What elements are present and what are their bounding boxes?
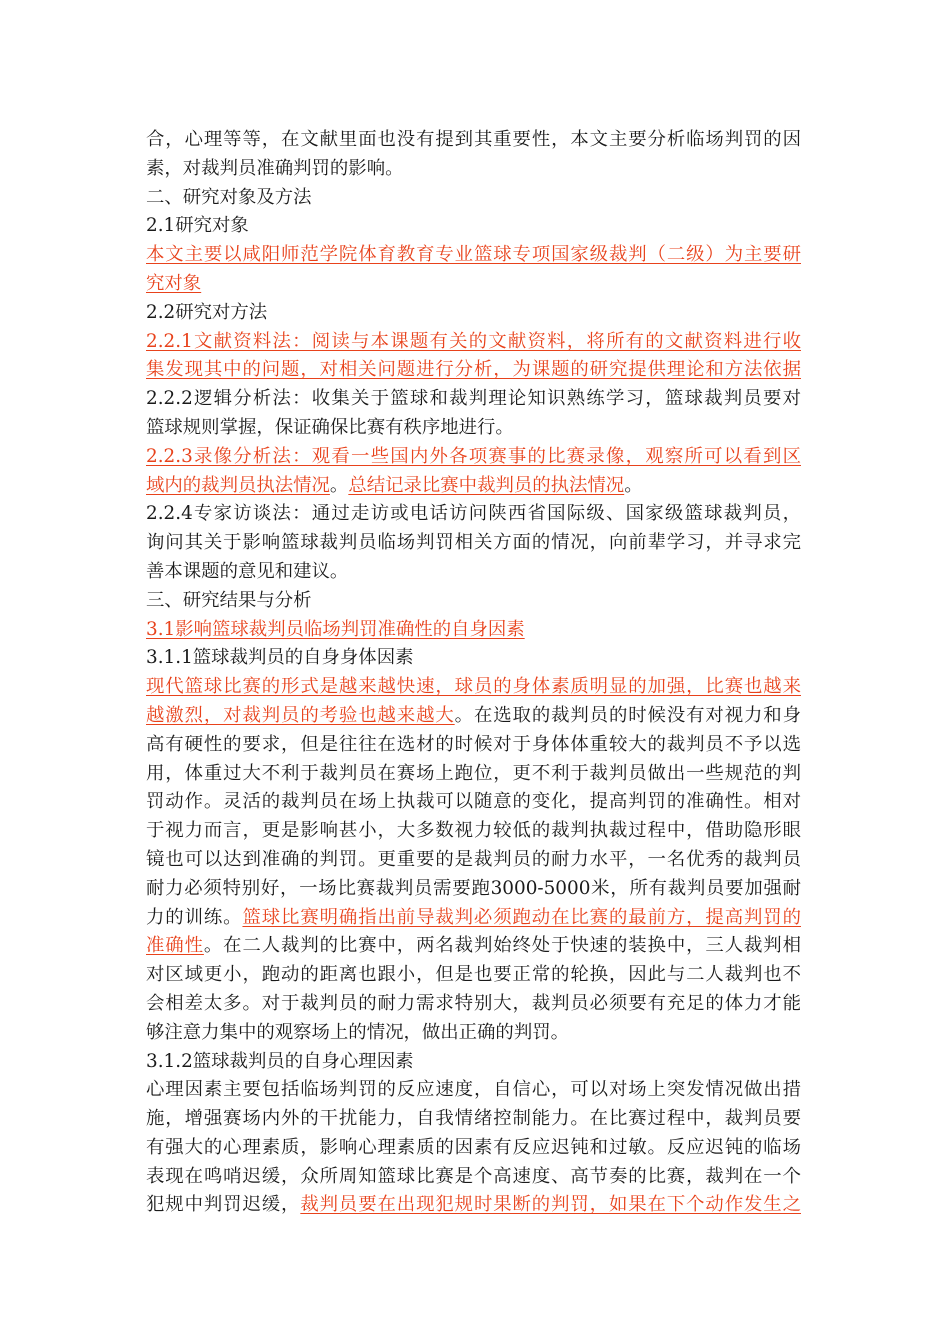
highlighted-text-run: 准确性 xyxy=(146,935,204,957)
highlighted-text-run: 本文主要以咸阳师范学院体育教育专业篮球专项国家级裁判（二级）为主要研 xyxy=(146,244,801,266)
text-line xyxy=(146,702,801,731)
text-line xyxy=(146,414,801,443)
text-line xyxy=(146,212,801,241)
highlighted-text-run: 2.2.3录像分析法：观看一些国内外各项赛事的比赛录像，观察所可以看到区 xyxy=(146,445,801,467)
text-line xyxy=(146,1134,801,1163)
text-line xyxy=(146,126,801,155)
text-line xyxy=(146,990,801,1019)
text-run: 二、研究对象及方法 xyxy=(146,186,312,208)
text-line xyxy=(146,1163,801,1192)
text-run: 表现在鸣哨迟缓，众所周知篮球比赛是个高速度、高节奏的比赛，裁判在一个 xyxy=(146,1165,801,1187)
text-line xyxy=(146,1105,801,1134)
text-run: 力的训练。 xyxy=(146,906,243,928)
text-line xyxy=(146,328,801,357)
text-line xyxy=(146,1076,801,1105)
text-run: 2.2.4专家访谈法：通过走访或电话访问陕西省国际级、国家级篮球裁判员， xyxy=(146,503,801,525)
text-run: 耐力必须特别好，一场比赛裁判员需要跑3000-5000米，所有裁判员要加强耐 xyxy=(146,877,801,899)
text-line xyxy=(146,241,801,270)
text-run: 心理因素主要包括临场判罚的反应速度，自信心，可以对场上突发情况做出措 xyxy=(146,1079,801,1101)
text-line xyxy=(146,731,801,760)
text-line xyxy=(146,155,801,184)
text-run: 会相差太多。对于裁判员的耐力需求特别大，裁判员必须要有充足的体力才能 xyxy=(146,992,801,1014)
text-line xyxy=(146,875,801,904)
text-line xyxy=(146,500,801,529)
text-run: 2.2研究对方法 xyxy=(146,301,268,323)
text-run: 。 xyxy=(624,474,643,496)
text-line xyxy=(146,443,801,472)
text-line xyxy=(146,356,801,385)
text-run: 善本课题的意见和建议。 xyxy=(146,560,349,582)
text-line xyxy=(146,270,801,299)
text-run: 施，增强赛场内外的干扰能力，自我情绪控制能力。在比赛过程中，裁判员要 xyxy=(146,1108,801,1130)
text-line xyxy=(146,1019,801,1048)
text-run: 素，对裁判员准确判罚的影响。 xyxy=(146,157,404,179)
text-run: 对区域更小，跑动的距离也跟小，但是也要正常的轮换，因此与二人裁判也不 xyxy=(146,964,801,986)
text-run: 三、研究结果与分析 xyxy=(146,589,312,611)
highlighted-text-run: 2.2.1文献资料法：阅读与本课题有关的文献资料，将所有的文献资料进行收 xyxy=(146,330,801,352)
text-run: 用，体重过大不利于裁判员在赛场上跑位，更不利于裁判员做出一些规范的判 xyxy=(146,762,801,784)
text-run: 2.2.2逻辑分析法：收集关于篮球和裁判理论知识熟练学习，篮球裁判员要对 xyxy=(146,388,801,410)
text-run: 罚动作。灵活的裁判员在场上执裁可以随意的变化，提高判罚的准确性。相对 xyxy=(146,791,801,813)
text-run: 够注意力集中的观察场上的情况，做出正确的判罚。 xyxy=(146,1021,569,1043)
text-line xyxy=(146,673,801,702)
text-run: 篮球规则掌握，保证确保比赛有秩序地进行。 xyxy=(146,416,514,438)
text-line xyxy=(146,385,801,414)
text-run: 2.1研究对象 xyxy=(146,215,249,237)
text-line xyxy=(146,932,801,961)
text-line xyxy=(146,846,801,875)
text-line xyxy=(146,904,801,933)
highlighted-text-run: 裁判员要在出现犯规时果断的判罚，如果在下个动作发生之 xyxy=(300,1194,801,1216)
text-run: 。 xyxy=(329,474,349,496)
text-line xyxy=(146,299,801,328)
text-line xyxy=(146,472,801,501)
highlighted-text-run: 究对象 xyxy=(146,272,202,294)
text-line xyxy=(146,760,801,789)
text-run: 询问其关于影响篮球裁判员临场判罚相关方面的情况，向前辈学习，并寻求完 xyxy=(146,532,801,554)
highlighted-text-run: 现代篮球比赛的形式是越来越快速，球员的身体素质明显的加强，比赛也越来 xyxy=(146,676,801,698)
text-line xyxy=(146,184,801,213)
text-run: 犯规中判罚迟缓， xyxy=(146,1194,301,1216)
highlighted-text-run: 篮球比赛明确指出前导裁判必须跑动在比赛的最前方，提高判罚的 xyxy=(242,906,801,928)
text-run: 有强大的心理素质，影响心理素质的因素有反应迟钝和过敏。反应迟钝的临场 xyxy=(146,1136,801,1158)
text-run: 高有硬性的要求，但是往往在选材的时候对于身体体重较大的裁判员不予以选 xyxy=(146,733,801,755)
text-line xyxy=(146,817,801,846)
text-line xyxy=(146,644,801,673)
text-run: 。在二人裁判的比赛中，两名裁判始终处于快速的装换中，三人裁判相 xyxy=(203,935,801,957)
text-line xyxy=(146,1048,801,1077)
text-line xyxy=(146,558,801,587)
text-run: 合，心理等等，在文献里面也没有提到其重要性，本文主要分析临场判罚的因 xyxy=(146,129,801,150)
highlighted-text-run: 越激烈，对裁判员的考验也越来越大 xyxy=(146,704,455,726)
text-run: 3.1.1篮球裁判员的自身身体因素 xyxy=(146,647,414,669)
text-line xyxy=(146,616,801,645)
text-line xyxy=(146,1191,801,1220)
text-run: 于视力而言，更是影响甚小，大多数视力较低的裁判执裁过程中，借助隐形眼 xyxy=(146,820,801,842)
text-line xyxy=(146,587,801,616)
highlighted-text-run: 集发现其中的问题，对相关问题进行分析，为课题的研究提供理论和方法依据 xyxy=(146,359,801,381)
text-run: 镜也可以达到准确的判罚。更重要的是裁判员的耐力水平，一名优秀的裁判员 xyxy=(146,848,801,870)
highlighted-text-run: 3.1影响篮球裁判员临场判罚准确性的自身因素 xyxy=(146,618,525,640)
document-body xyxy=(146,126,801,1220)
text-line xyxy=(146,788,801,817)
text-line xyxy=(146,961,801,990)
highlighted-text-run: 域内的裁判员执法情况 xyxy=(146,474,330,496)
text-line xyxy=(146,529,801,558)
highlighted-text-run: 总结记录比赛中裁判员的执法情况 xyxy=(348,474,625,496)
text-run: 3.1.2篮球裁判员的自身心理因素 xyxy=(146,1050,414,1072)
text-run: 。在选取的裁判员的时候没有对视力和身 xyxy=(454,704,801,726)
